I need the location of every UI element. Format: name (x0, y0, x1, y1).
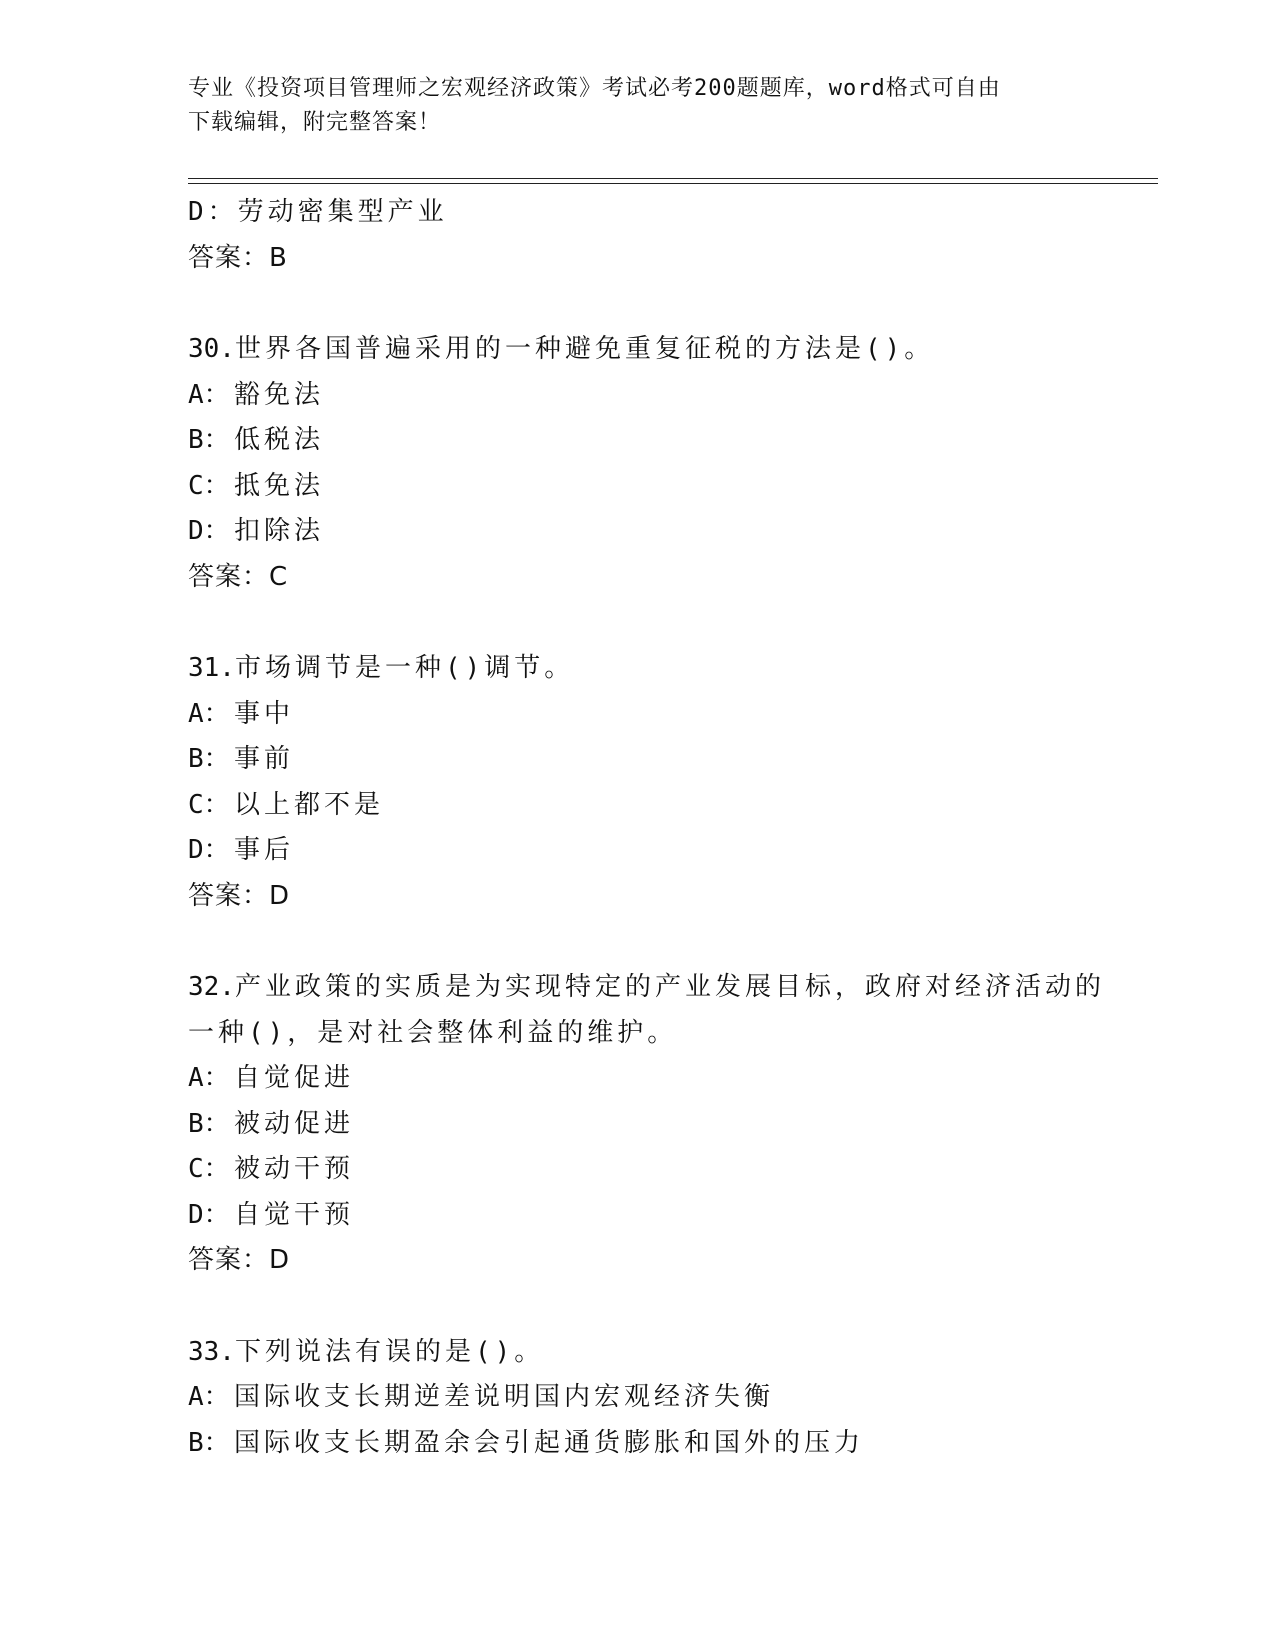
prev-answer: 答案：B (188, 242, 288, 273)
question-number: 33. (188, 1336, 235, 1367)
header-line-1: 专业《投资项目管理师之宏观经济政策》考试必考200题题库，word格式可自由 (188, 76, 1001, 101)
option-text: 国际收支长期逆差说明国内宏观经济失衡 (234, 1382, 775, 1412)
question-list (188, 190, 1148, 1466)
option-label: A： (188, 698, 230, 729)
prev-option-d: D：劳动密集型产业 (188, 197, 448, 227)
option-b (188, 737, 1148, 783)
option-label: C： (188, 1154, 230, 1184)
question-text: 下列说法有误的是()。 (234, 1336, 545, 1367)
header-divider-top (188, 178, 1158, 179)
option-label: A： (188, 379, 230, 410)
option-text: 抵免法 (234, 470, 325, 501)
option-c (188, 783, 1148, 829)
document-header (188, 72, 1088, 140)
question-number: 32. (188, 972, 235, 1002)
question-text: 市场调节是一种()调节。 (234, 653, 575, 683)
option-d (188, 828, 1148, 874)
option-label: B： (188, 1108, 230, 1139)
option-d (188, 1193, 1148, 1239)
option-label: C： (188, 470, 230, 501)
header-divider-bottom (188, 183, 1158, 184)
question-32 (188, 965, 1148, 1284)
question-30 (188, 327, 1148, 600)
option-c (188, 464, 1148, 510)
option-label: D： (188, 835, 230, 865)
answer: 答案：D (188, 880, 291, 911)
option-text: 事前 (234, 744, 295, 774)
option-b (188, 1102, 1148, 1148)
option-a (188, 373, 1148, 419)
option-text: 被动干预 (234, 1154, 355, 1184)
option-text: 事后 (234, 835, 295, 865)
option-d (188, 509, 1148, 555)
option-text: 自觉干预 (234, 1199, 355, 1230)
option-text: 扣除法 (234, 516, 325, 546)
header-line-2: 下载编辑，附完整答案！ (188, 110, 442, 135)
question-31 (188, 646, 1148, 919)
question-number: 30. (188, 334, 235, 364)
option-label: A： (188, 1063, 230, 1093)
option-text: 以上都不是 (234, 789, 385, 820)
option-label: D： (188, 1199, 230, 1230)
option-b (188, 1421, 1148, 1467)
option-label: A： (188, 1382, 230, 1412)
answer: 答案：C (188, 561, 289, 592)
question-stem (188, 646, 1148, 692)
option-a (188, 1056, 1148, 1102)
option-label: C： (188, 789, 230, 820)
option-label: B： (188, 425, 230, 455)
option-label: D： (188, 516, 230, 546)
question-stem (188, 1330, 1148, 1376)
option-label: B： (188, 1427, 230, 1458)
option-text: 豁免法 (234, 379, 325, 410)
question-stem-continued: 一种()，是对社会整体利益的维护。 (188, 1017, 678, 1048)
question-text: 世界各国普遍采用的一种避免重复征税的方法是()。 (234, 334, 935, 364)
question-text: 产业政策的实质是为实现特定的产业发展目标，政府对经济活动的 (234, 972, 1105, 1002)
option-text: 被动促进 (234, 1108, 355, 1139)
option-text: 自觉促进 (234, 1063, 355, 1093)
option-text: 低税法 (234, 425, 325, 455)
option-a (188, 1375, 1148, 1421)
option-a (188, 692, 1148, 738)
question-stem (188, 965, 1148, 1011)
option-b (188, 418, 1148, 464)
question-number: 31. (188, 653, 235, 683)
option-c (188, 1147, 1148, 1193)
question-stem (188, 327, 1148, 373)
question-33 (188, 1330, 1148, 1467)
option-text: 事中 (234, 698, 295, 729)
option-label: B： (188, 744, 230, 774)
answer: 答案：D (188, 1245, 291, 1275)
option-text: 国际收支长期盈余会引起通货膨胀和国外的压力 (234, 1427, 865, 1458)
